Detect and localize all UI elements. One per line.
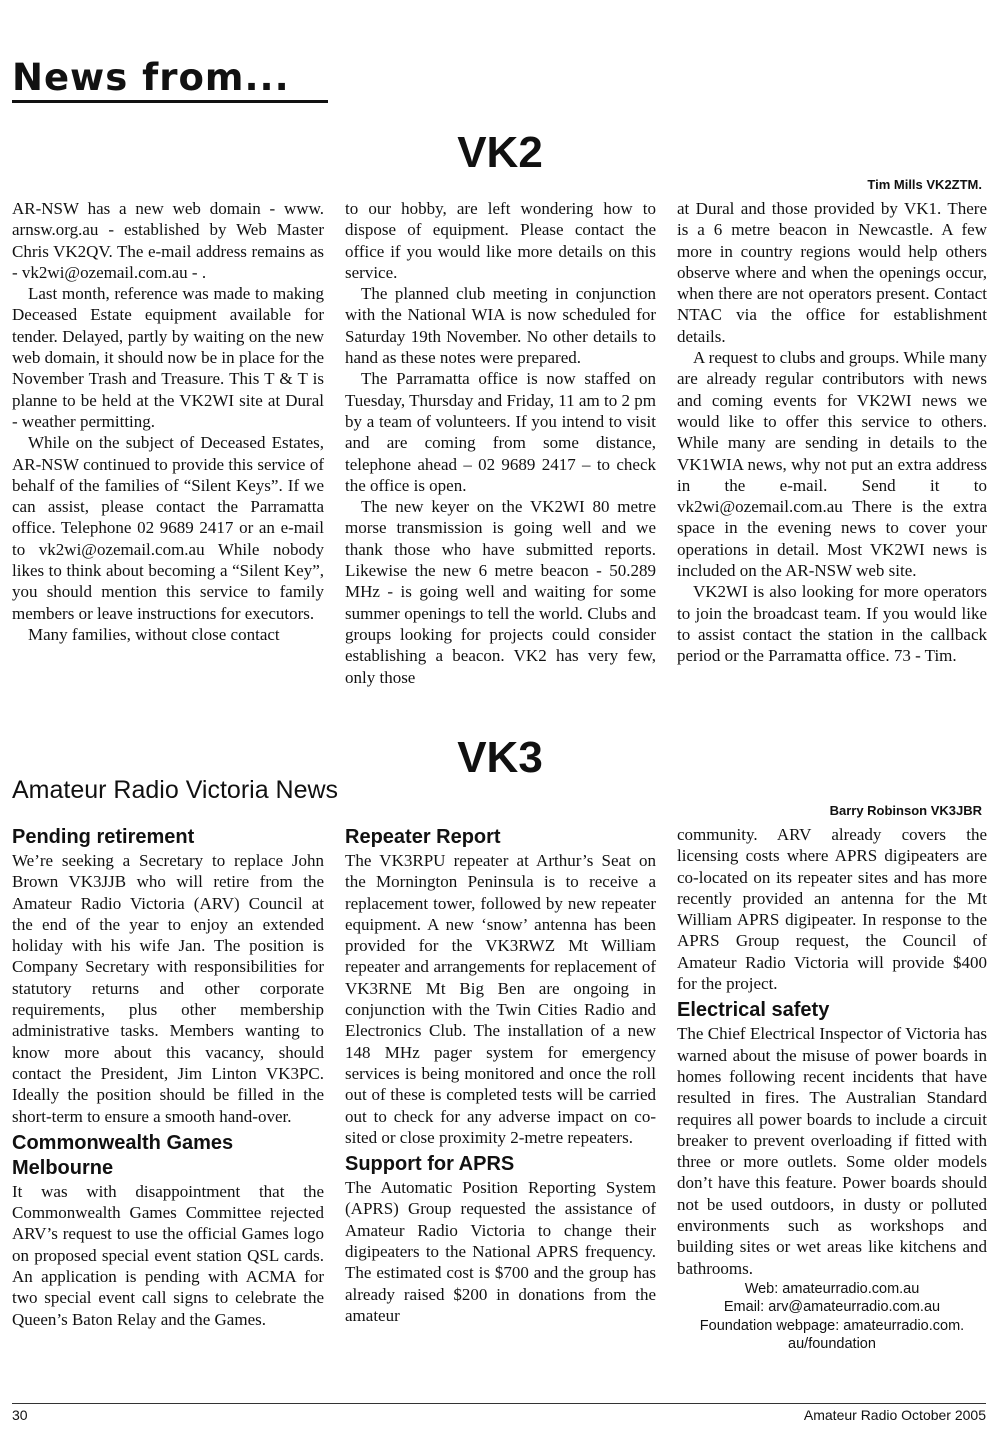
paragraph: A request to clubs and groups. While many are already regular contributors with news and coming events for VK2WI news we would like to offer this service to others. While many are sending in details to the VK1WIA news, why not put an extra address in the e-mail. Send it to vk2wi@ozemail.com.au There is the extra space in the evening news to cover your operations in detail. Most VK2WI news is included on the AR-NSW web site. <box>677 348 987 581</box>
section-heading: Support for APRS <box>345 1153 515 1176</box>
paragraph: VK2WI is also looking for more operators to join the broadcast team. If you would like to assist contact the station in the callback period or the Parramatta office. 73 - Tim. <box>677 582 987 666</box>
paragraph: AR-NSW has a new web domain - www. arnsw.org.au - established by Web Master Chris VK2QV. The e-mail address remains as - vk2wi@ozemail.com.au - . <box>12 199 324 282</box>
vk3-column-2 <box>345 825 656 1326</box>
vk3-column-3 <box>677 824 987 1354</box>
paragraph: Last month, reference was made to making Deceased Estate equipment available for tender. Delayed, partly by waiting on the new web domain, it should now be in place for the November Trash and Treasure. This T & T is planne to be held at the VK2WI site at Dural - weather permitting. <box>12 284 324 431</box>
vk3-subtitle: Amateur Radio Victoria News <box>12 776 339 804</box>
vk2-column-2 <box>345 198 656 688</box>
vk3-heading: VK3 <box>457 733 543 782</box>
paragraph: The planned club meeting in conjunction with the National WIA is now scheduled for Saturday 19th November. No other details to hand as these notes were prepared. <box>345 284 656 368</box>
page-number: 30 <box>12 1407 28 1423</box>
contact-web: Web: amateurradio.com.au <box>744 1280 920 1297</box>
section-heading: Electrical safety <box>677 999 830 1022</box>
section-banner: News from... <box>12 58 328 103</box>
vk2-heading: VK2 <box>457 128 543 177</box>
contact-foundation-cont: au/foundation <box>788 1336 876 1353</box>
vk3-column-1 <box>12 825 324 1330</box>
section-heading: Commonwealth Games Melbourne <box>12 1131 234 1179</box>
paragraph: We’re seeking a Secretary to replace John Brown VK3JJB who will retire from the Amateur Radio Victoria (ARV) Council at the end of the year to enjoy an extended holiday with his wife Jan. The position is Company Secretary with responsibilities for statutory returns and other corporate requirements, plus other membership administrative tasks. Members wanting to know more about this vacancy, should contact the President, Jim Linton VK3PC. Ideally the position should be filled in the short-term to ensure a smooth hand-over. <box>12 851 324 1126</box>
vk2-column-1 <box>12 198 324 645</box>
paragraph: The Automatic Position Reporting System (APRS) Group requested the assistance of Amateur Radio Victoria to change their digipeaters to the National APRS frequency. The estimated cost is $700 and the group has already raised $200 in donations from the amateur <box>345 1178 656 1325</box>
paragraph: to our hobby, are left wondering how to dispose of equipment. Please contact the office if you would like more details on this service. <box>345 199 656 282</box>
paragraph: The Chief Electrical Inspector of Victoria has warned about the misuse of power boards in homes following recent incidents that have resulted in fires. The Australian Standard requires all power boards to include a circuit breaker to prevent overloading if fitted with three or more outlets. Some older models don’t have this feature. Power boards should not be used outdoors, in dusty or polluted environments such as workshops and building sites or wet areas like kitchens and bathrooms. <box>677 1024 987 1278</box>
paragraph: community. ARV already covers the licensing costs where APRS digipeaters are co-located on its repeater sites and has more recently provided an antenna for the Mt William APRS digipeater. In response to the APRS Group request, the Council of Amateur Radio Victoria will provide $400 for the project. <box>677 825 987 994</box>
contact-block <box>677 1280 987 1354</box>
paragraph: While on the subject of Deceased Estates, AR-NSW continued to provide this service of behalf of the families of “Silent Keys”. If we can assist, please contact the Parramatta office. Telephone 02 9689 2417 or an e-mail to vk2wi@ozemail.com.au While nobody likes to think about becoming a “Silent Key”, you should mention this service to family members or leave instructions for executors. <box>12 433 324 623</box>
contact-email: Email: arv@amateurradio.com.au <box>723 1299 941 1316</box>
contact-foundation: Foundation webpage: amateurradio.com. <box>699 1317 965 1334</box>
paragraph: Many families, without close contact <box>28 624 280 644</box>
paragraph: The Parramatta office is now staffed on Tuesday, Thursday and Friday, 11 am to 2 pm by a team of volunteers. If you intend to visit and are coming from some distance, telephone ahead – 02 9689 2417 – to check the office is open. <box>345 369 656 495</box>
publication-title: Amateur Radio October 2005 <box>803 1407 986 1423</box>
paragraph: The new keyer on the VK2WI 80 metre morse transmission is going well and we thank those who have submitted reports. Likewise the new 6 metre beacon - 50.289 MHz - is going well and waiting for some summer openings to tell the world. Clubs and groups looking for projects could consider establishing a beacon. VK2 has very few, only those <box>345 497 656 687</box>
section-heading: Repeater Report <box>345 826 501 848</box>
vk2-column-3 <box>677 198 987 667</box>
paragraph: The VK3RPU repeater at Arthur’s Seat on the Mornington Peninsula is to receive a replacement tower, followed by new repeater equipment. A new ‘snow’ antenna has been provided for the VK3RWZ Mt William repeater and arrangements for replacement of VK3RNE Mt Big Ben are ongoing in conjunction with the Twin Cities Radio and Electronics Club. The installation of a new 148 MHz pager system for emergency services is being monitored and once the roll out of these is completed tests will be carried out to check for any adverse impact on co-sited or close proximity 2-metre repeaters. <box>345 851 656 1147</box>
vk3-byline: Barry Robinson VK3JBR <box>829 803 982 818</box>
footer-divider <box>12 1403 986 1404</box>
paragraph: It was with disappointment that the Commonwealth Games Committee rejected ARV’s request to use the official Games logo on proposed special event station QSL cards. An application is pending with ACMA for two special event call signs to celebrate the Queen’s Baton Relay and the Games. <box>12 1181 324 1329</box>
section-heading: Pending retirement <box>12 826 195 848</box>
paragraph: at Dural and those provided by VK1. There is a 6 metre beacon in Newcastle. A few more in country regions would help others observe where and when the openings occur, when there are not operators present. Contact NTAC via the office for establishment details. <box>677 199 987 346</box>
vk2-byline: Tim Mills VK2ZTM. <box>867 177 982 192</box>
